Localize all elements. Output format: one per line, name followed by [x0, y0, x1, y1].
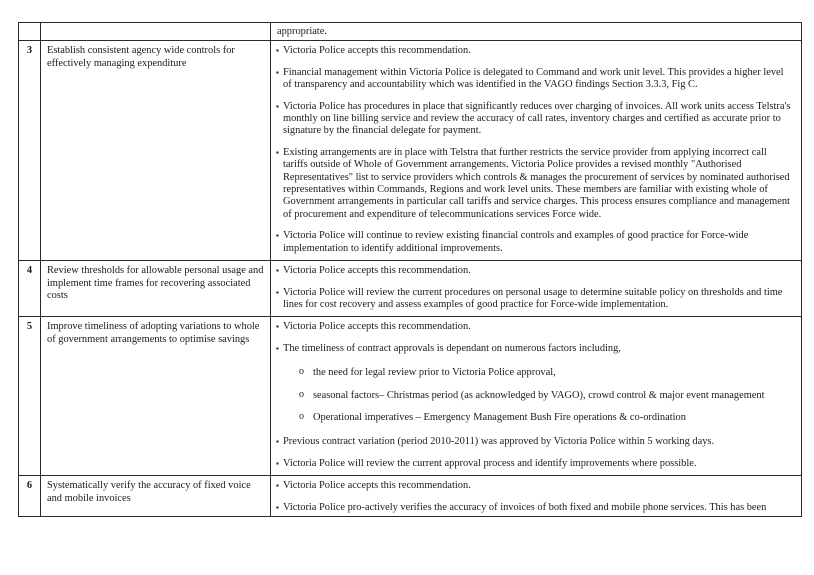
response-bullet: ▪ Victoria Police will review the current approval process and identify improvements where possible. — [277, 458, 793, 470]
response-cell — [271, 41, 802, 261]
response-cell — [271, 317, 802, 476]
table-row-recommendation-6 — [19, 476, 802, 517]
table-row-recommendation-4 — [19, 261, 802, 317]
recommendation-text: Systematically verify the accuracy of fixed voice and mobile invoices — [41, 476, 271, 517]
response-cell — [271, 476, 802, 517]
recommendation-text: Improve timeliness of adopting variations to whole of government arrangements to optimise savings — [41, 317, 271, 476]
factor-sub-item: o seasonal factors– Christmas period (as acknowledged by VAGO), crowd control & major event management — [299, 390, 793, 402]
response-bullet: ▪ Victoria Police has procedures in place that significantly reduces over charging of invoices. All work units access Telstra's monthly on line billing service and review the accuracy of call rates, inventory charges and certified as accurate prior to signature by the financial delegate for payment. — [277, 101, 793, 138]
factor-sub-item: o the need for legal review prior to Victoria Police approval, — [299, 367, 793, 379]
factor-sub-item: o Operational imperatives – Emergency Management Bush Fire operations & co-ordination — [299, 412, 793, 424]
response-bullet: ▪ Existing arrangements are in place with Telstra that further restricts the service provider from applying incorrect call tariffs outside of Whole of Government arrangements. Victoria Police provides a revised monthly "Authorised Representatives" list to service providers which controls & manages the procurement of services by nominated authorised representatives within Commands, Regions and work level units. These members are familiar with existing whole of Government arrangements in particular call tariffs and service charges. This process ensures compliance and management of procurement and expenditure of telecommunications services Force wide. — [277, 147, 793, 221]
recommendation-number: 5 — [19, 317, 41, 476]
table-row-recommendation-5 — [19, 317, 802, 476]
recommendation-number: 4 — [19, 261, 41, 317]
response-bullet: ▪ Victoria Police accepts this recommendation. — [277, 480, 793, 492]
response-bullet: ▪ Victoria Police accepts this recommendation. — [277, 265, 793, 277]
table-row-continuation — [19, 23, 802, 41]
response-bullet: ▪ Victoria Police will review the current procedures on personal usage to determine suitable policy on thresholds and time lines for cost recovery and assess examples of good practice for Force-wide implementation. — [277, 287, 793, 312]
response-bullet: ▪ Victoria Police accepts this recommendation. — [277, 321, 793, 333]
recommendations-table — [18, 22, 802, 517]
recommendation-text: Establish consistent agency wide controls for effectively managing expenditure — [41, 41, 271, 261]
table-row-recommendation-3 — [19, 41, 802, 261]
response-cell — [271, 23, 802, 41]
recommendation-text: Review thresholds for allowable personal usage and implement time frames for recovering associated costs — [41, 261, 271, 317]
continued-text: appropriate. — [277, 26, 327, 37]
response-cell — [271, 261, 802, 317]
response-bullet: ▪ The timeliness of contract approvals is dependant on numerous factors including, — [277, 343, 793, 355]
recommendation-number: 6 — [19, 476, 41, 517]
recommendations-document — [18, 22, 802, 517]
response-bullet: ▪ Previous contract variation (period 2010-2011) was approved by Victoria Police within 5 working days. — [277, 436, 793, 448]
number-cell — [19, 23, 41, 41]
recommendation-cell — [41, 23, 271, 41]
recommendation-number: 3 — [19, 41, 41, 261]
response-bullet: ▪ Victoria Police pro-actively verifies the accuracy of invoices of both fixed and mobile phone services. This has been — [277, 502, 793, 514]
response-bullet: ▪ Financial management within Victoria Police is delegated to Command and work unit level. This provides a higher level of transparency and accountability which was identified in the VAGO findings Section 3.3.3, Fig C. — [277, 67, 793, 92]
response-bullet: ▪ Victoria Police accepts this recommendation. — [277, 45, 793, 57]
response-bullet: ▪ Victoria Police will continue to review existing financial controls and examples of good practice for Force-wide implementation to identify additional improvements. — [277, 230, 793, 255]
